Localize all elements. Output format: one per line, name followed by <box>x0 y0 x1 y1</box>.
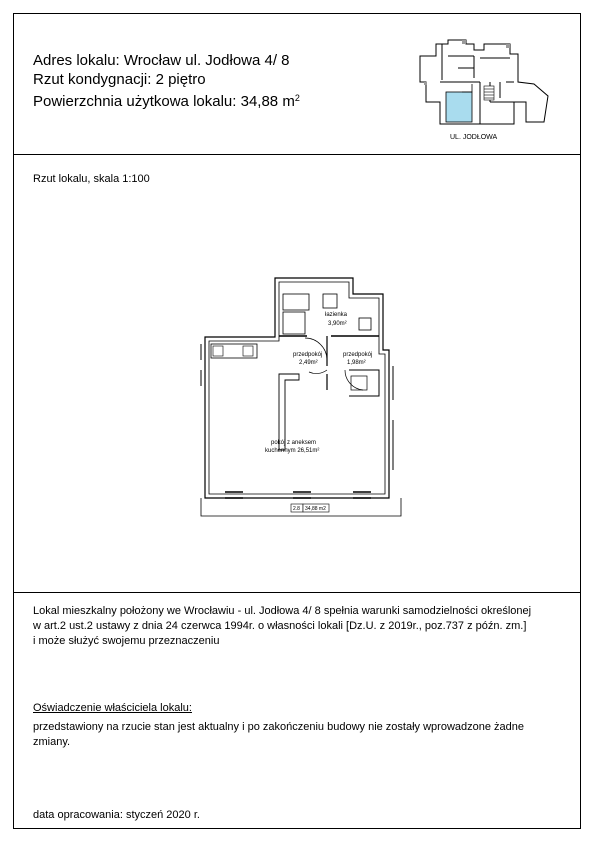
toilet-icon <box>359 318 371 330</box>
tag-number: 2.8 <box>293 506 300 512</box>
hall1-name: przedpokój <box>293 352 323 358</box>
window-1 <box>225 492 243 498</box>
hall2-area: 1,98m² <box>347 360 366 366</box>
building-outline <box>420 40 548 124</box>
stove-icon <box>213 346 223 356</box>
floor-plan-drawing <box>195 270 410 570</box>
cabinet-icon <box>351 376 367 390</box>
unit-entry <box>462 84 472 92</box>
hall-door-arc <box>309 370 327 374</box>
tag-area: 34,88 m2 <box>305 506 326 512</box>
date-label: data opracowania: styczeń 2020 r. <box>33 809 200 821</box>
declaration-title: Oświadczenie właściciela lokalu: <box>33 702 192 714</box>
floor-label: Rzut kondygnacji: <box>33 71 152 88</box>
floor-plan <box>195 270 410 570</box>
living-area: kuchennym 26,51m² <box>265 448 320 454</box>
entry-door-arc <box>345 370 363 390</box>
shower-icon <box>283 294 309 310</box>
street-label: UL. JODŁOWA <box>450 134 498 141</box>
hall1-area: 2,49m² <box>299 360 318 366</box>
hall2-wall <box>349 370 379 396</box>
stair-icon <box>484 86 494 100</box>
description-line-2: w art.2 ust.2 ustawy z dnia 24 czerwca 1994r. o własności lokali [Dz.U. z 2019r., poz.737 z późn. zm.] <box>33 620 527 632</box>
highlighted-unit <box>446 92 472 122</box>
declaration-body <box>33 720 573 750</box>
key-plan <box>418 38 552 148</box>
description <box>33 604 573 649</box>
kitchen-wall <box>279 374 299 450</box>
description-line-3: i może służyć swojemu przeznaczeniu <box>33 635 220 647</box>
address-line <box>33 51 290 70</box>
scale-label: Rzut lokalu, skala 1:100 <box>33 173 150 185</box>
divider-top <box>13 154 581 155</box>
declaration-line-2: zmiany. <box>33 736 71 748</box>
dark-fills <box>424 40 510 85</box>
inner-walls <box>209 282 385 494</box>
address-label: Adres lokalu: <box>33 52 120 69</box>
area-line <box>33 89 300 111</box>
bath-tray-icon <box>283 312 305 334</box>
hall2-name: przedpokój <box>343 352 373 358</box>
window-2 <box>293 492 311 498</box>
outer-walls <box>205 278 389 498</box>
area-unit-sup: 2 <box>294 93 300 103</box>
washbasin-icon <box>323 294 337 308</box>
bathroom-name: łazienka <box>325 312 348 318</box>
key-plan-drawing <box>418 38 552 148</box>
living-name: pokój z aneksem <box>271 440 317 446</box>
sink-icon <box>243 346 253 356</box>
floor-value: 2 piętro <box>155 71 206 88</box>
description-line-1: Lokal mieszkalny położony we Wrocławiu - ul. Jodłowa 4/ 8 spełnia warunki samodzielności określonej <box>33 605 532 617</box>
bathroom-area: 3,90m² <box>328 321 347 327</box>
declaration-line-1: przedstawiony na rzucie stan jest aktualny i po zakończeniu budowy nie zostały wprowadzone żadne <box>33 721 525 733</box>
address-value: Wrocław ul. Jodłowa 4/ 8 <box>123 52 290 69</box>
window-3 <box>353 492 371 498</box>
floor-line <box>33 70 206 89</box>
area-value: 34,88 m <box>240 93 295 110</box>
area-label: Powierzchnia użytkowa lokalu: <box>33 93 237 110</box>
divider-bottom <box>13 592 581 593</box>
